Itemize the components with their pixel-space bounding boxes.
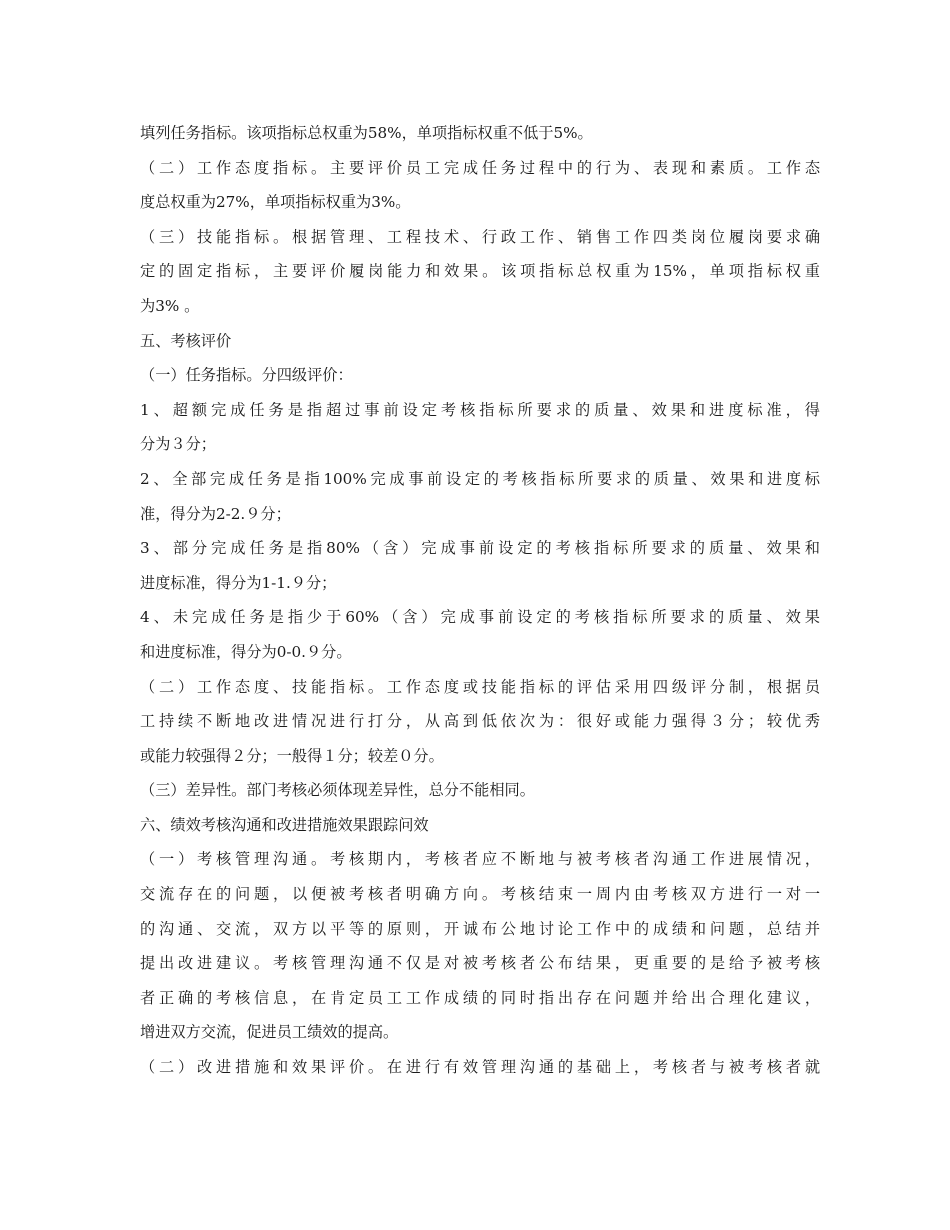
text-line: 为3% 。 <box>140 296 200 315</box>
text-line: 的沟通、交流，双方以平等的原则，开诚布公地讨论工作中的成绩和问题，总结并 <box>140 919 820 938</box>
text-line: 3、部分完成任务是指80%（含）完成事前设定的考核指标所要求的质量、效果和 <box>140 539 820 558</box>
document-body <box>140 116 820 1085</box>
text-line: （一）任务指标。分四级评价： <box>140 366 353 385</box>
text-line: 填列任务指标。该项指标总权重为58%，单项指标权重不低于5%。 <box>140 124 593 142</box>
text-line: 六、绩效考核沟通和改进措施效果跟踪问效 <box>140 815 429 834</box>
text-line: 提出改进建议。考核管理沟通不仅是对被考核者公布结果，更重要的是给予被考核 <box>140 954 820 973</box>
text-line: （二）改进措施和效果评价。在进行有效管理沟通的基础上，考核者与被考核者就 <box>140 1058 820 1077</box>
text-line: （一）考核管理沟通。考核期内，考核者应不断地与被考核者沟通工作进展情况， <box>140 850 820 869</box>
text-line: （二）工作态度、技能指标。工作态度或技能指标的评估采用四级评分制，根据员 <box>140 677 820 696</box>
text-line: 五、考核评价 <box>140 331 232 350</box>
text-line: 分为３分； <box>140 435 216 454</box>
text-line: 工持续不断地改进情况进行打分，从高到低依次为：很好或能力强得３分；较优秀 <box>140 712 820 731</box>
text-line: 度总权重为27%，单项指标权重为3%。 <box>140 193 411 212</box>
text-line: （三）技能指标。根据管理、工程技术、行政工作、销售工作四类岗位履岗要求确 <box>140 227 820 246</box>
text-line: 定的固定指标，主要评价履岗能力和效果。该项指标总权重为15%，单项指标权重 <box>140 262 820 281</box>
text-line: 增进双方交流，促进员工绩效的提高。 <box>140 1023 399 1042</box>
text-line: 准，得分为2-2.９分； <box>140 504 291 523</box>
text-line: 2、全部完成任务是指100%完成事前设定的考核指标所要求的质量、效果和进度标 <box>140 469 820 488</box>
text-line: 进度标准，得分为1-1.９分； <box>140 573 337 592</box>
text-line: 交流存在的问题，以便被考核者明确方向。考核结束一周内由考核双方进行一对一 <box>140 885 820 904</box>
text-line: （二）工作态度指标。主要评价员工完成任务过程中的行为、表现和素质。工作态 <box>140 158 820 177</box>
text-line: 1、超额完成任务是指超过事前设定考核指标所要求的质量、效果和进度标准，得 <box>140 400 820 419</box>
text-line: 和进度标准，得分为0-0.９分。 <box>140 642 352 661</box>
text-line: 者正确的考核信息，在肯定员工工作成绩的同时指出存在问题并给出合理化建议， <box>140 988 820 1007</box>
text-line: 4、未完成任务是指少于60%（含）完成事前设定的考核指标所要求的质量、效果 <box>140 608 820 627</box>
text-line: 或能力较强得２分；一般得１分；较差０分。 <box>140 746 444 765</box>
text-line: （三）差异性。部门考核必须体现差异性，总分不能相同。 <box>140 781 535 800</box>
